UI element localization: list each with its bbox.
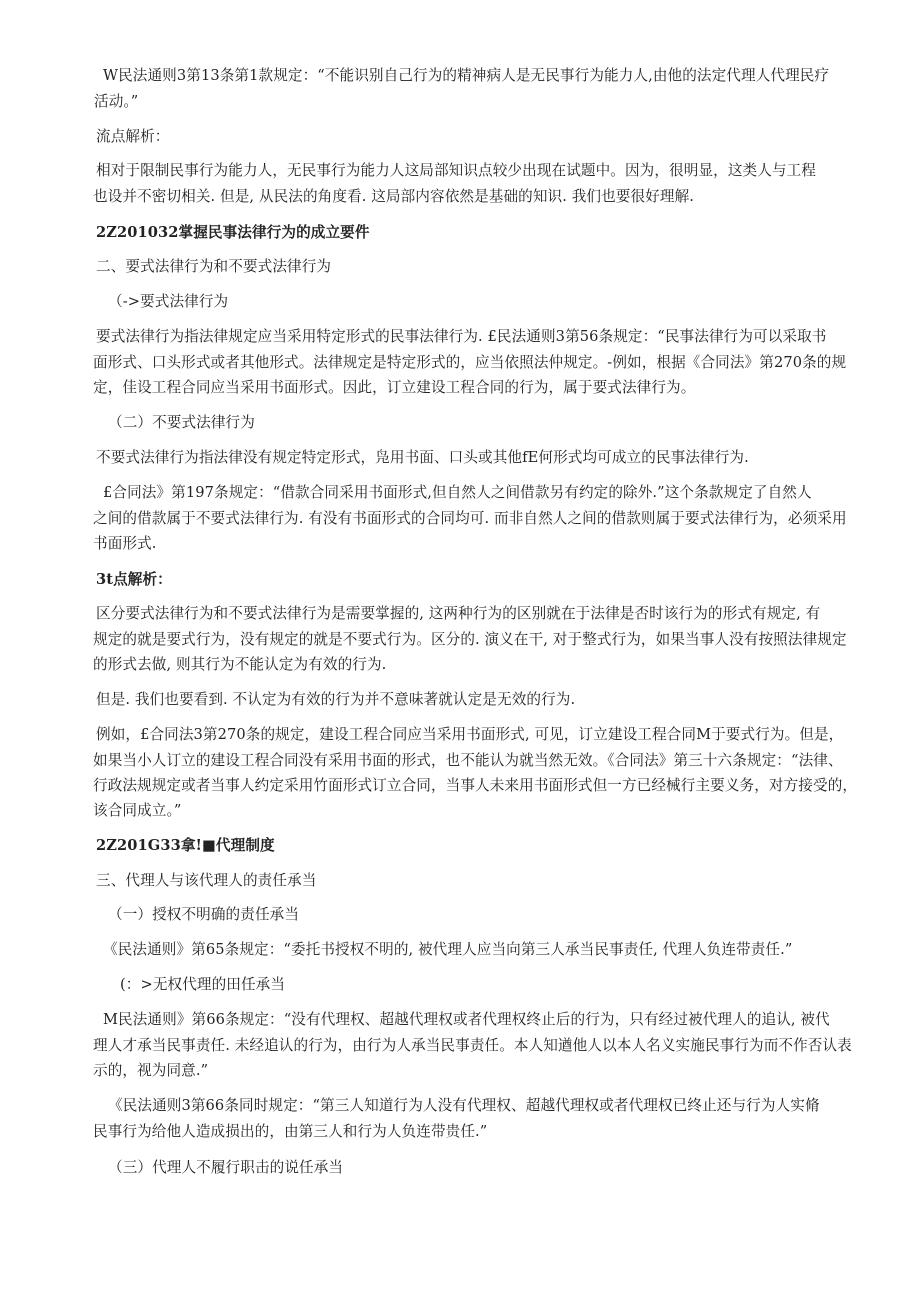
- paragraph-line: 书面形式.: [93, 535, 157, 552]
- paragraph-line: 理人才承当民事责任. 未经追认的行为，由行为人承当民事责任。本人知遒他人以本人名义实施民事行为而不作否认表: [93, 1037, 852, 1054]
- analysis-heading: 流点解析：: [96, 128, 170, 145]
- paragraph-line: 行政法规规定或者当事人约定采用竹面形式订立合同，当事人未来用书面形式但一方已经械行主要义务，对方接受的，: [93, 777, 858, 794]
- paragraph-line: 活动。”: [94, 93, 139, 110]
- paragraph-line: 民事行为给他人造成损出的，由第三人和行为人负连带贵任.”: [93, 1123, 488, 1140]
- paragraph-line: 要式法律行为指法律规定应当采用特定形式的民事法律行为. £民法通则3第56条规定：“民事法律行为可以采取书: [96, 328, 827, 345]
- paragraph-line: 但是. 我们也要看到. 不认定为有效的行为并不意味著就认定是无效的行为.: [96, 691, 576, 708]
- subsection-heading: （三）代理人不履行职击的说任承当: [108, 1159, 344, 1176]
- paragraph-line: 不要式法律行为指法律没有规定特定形式，凫用书面、口头或其他fE何形式均可成立的民事法律行为.: [96, 449, 749, 466]
- section-heading: 二、要式法律行为和不要式法律行为: [96, 258, 332, 275]
- paragraph-line: 区分要式法律行为和不要式法律行为是需要掌握的, 这两种行为的区别就在于法律是否时该行为的形式有规定, 有: [96, 605, 821, 622]
- paragraph-line: £合同法》第197条规定：“借款合同采用书面形式,但自然人之间借款另有约定的除外.”这个条款规定了自然人: [103, 484, 812, 501]
- paragraph-line: W民法通则3第13条第1款规定：“不能识别自己行为的精神病人是无民事行为能力人,由他的法定代理人代理民疗: [103, 67, 830, 84]
- section-heading: 2Z201G33拿!■代理制度: [96, 837, 275, 854]
- paragraph-line: 相对于限制民事行为能力人，无民事行为能力人这局部知识点较少出现在试题中。因为，很明显，这类人与工程: [96, 162, 816, 179]
- paragraph-line: 示的，视为同意.”: [93, 1062, 209, 1079]
- paragraph-line: 如果当小人订立的建设工程合同没有采用书面的形式，也不能认为就当然无效。《合同法》第三十六条规定：“法律、: [93, 752, 843, 769]
- paragraph-line: 的形式去做, 则其行为不能认定为有效的行为.: [93, 656, 387, 673]
- subsection-heading: （二）不要式法律行为: [108, 414, 255, 431]
- paragraph-line: 例如，£合同法3第270条的规定，建设工程合同应当采用书面形式, 可见，订立建设工程合同M于要式行为。但是，: [96, 726, 844, 743]
- paragraph-line: 该合同成立。”: [93, 802, 182, 819]
- section-heading: 三、代理人与该代理人的责任承当: [96, 872, 317, 889]
- paragraph-line: 《民法通则》第65条规定：“委托书授权不明的, 被代理人应当向第三人承当民事责任, 代理人负连带责任.”: [103, 941, 793, 958]
- subsection-heading: (：>无权代理的田任承当: [120, 976, 286, 993]
- paragraph-line: M民法通则》第66条规定：“没有代理权、超越代理权或者代理权终止后的行为，只有经过被代理人的追认, 被代: [103, 1011, 830, 1028]
- subsection-heading: （->要式法律行为: [108, 293, 229, 310]
- paragraph-line: 面形式、口头形式或者其他形式。法律规定是特定形式的，应当依照法仲规定。-例如，根据《合同法》第270条的规: [93, 354, 847, 371]
- analysis-heading: 3t点解析：: [96, 571, 172, 588]
- paragraph-line: 规定的就是要式行为，没有规定的就是不要式行为。区分的. 演义在干, 对于整式行为，如果当事人没有按照法律规定: [93, 631, 847, 648]
- subsection-heading: （一）授权不明确的责任承当: [108, 906, 300, 923]
- paragraph-line: 定，佳设工程合同应当采用书面形式。因此，订立建设工程合同的行为，属于要式法律行为。: [93, 379, 696, 396]
- section-heading: 2Z201032掌握民事法律行为的成立要件: [96, 224, 370, 241]
- paragraph-line: 《民法通则3第66条同时规定：“第三人知道行为人没有代理权、超越代理权或者代理权已终止还与行为人实脩: [108, 1097, 820, 1114]
- paragraph-line: 也设并不密切相关. 但是, 从民法的角度看. 这局部内容依然是基础的知识. 我们也要很好理解.: [93, 188, 695, 205]
- paragraph-line: 之间的借款属于不要式法律行为. 有没有书面形式的合同均可. 而非自然人之间的借款则属于要式法律行为，必须采用: [93, 510, 847, 527]
